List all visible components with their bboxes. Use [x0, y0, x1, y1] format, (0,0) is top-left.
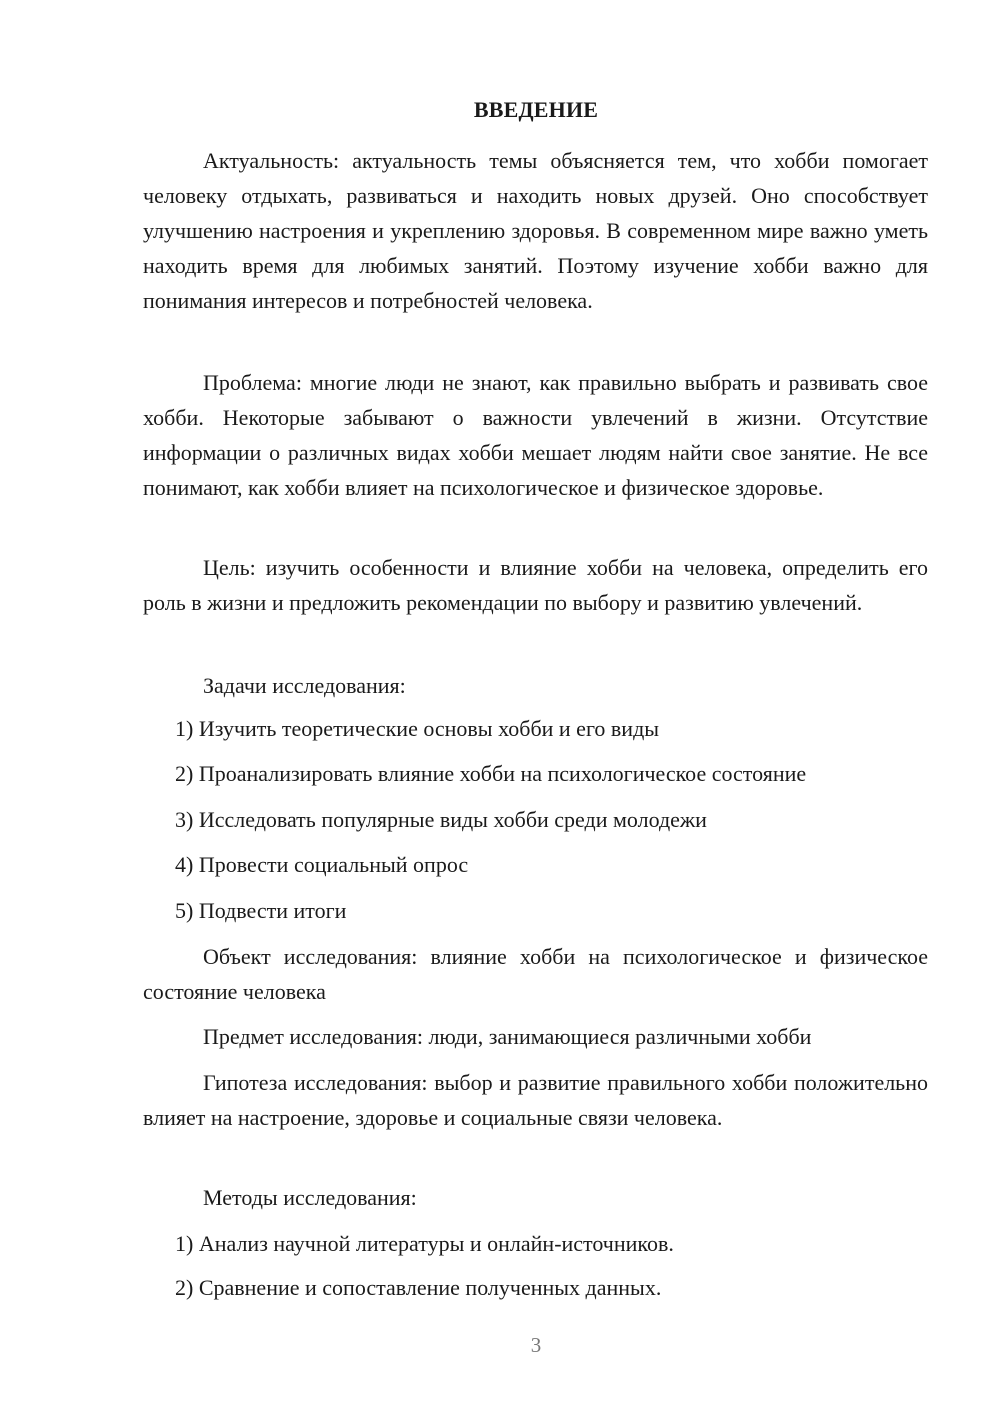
paragraph-problem: Проблема: многие люди не знают, как правильно выбрать и развивать свое хобби. Некоторые забывают о важности увлечений в жизни. Отсутствие информации о различных видах хобби мешает людям найти свое занятие. Не все понимают, как хобби влияет на психологическое и физическое здоровье. [143, 370, 928, 500]
paragraph-relevance: Актуальность: актуальность темы объясняется тем, что хобби помогает человеку отдыхать, развиваться и находить новых друзей. Оно способствует улучшению настроения и укреплению здоровья. В современном мире важно уметь находить время для любимых занятий. Поэтому изучение хобби важно для понимания интересов и потребностей человека. [143, 148, 928, 313]
methods-heading: Методы исследования: [203, 1185, 417, 1210]
task-item: 2) Проанализировать влияние хобби на психологическое состояние [175, 761, 807, 786]
method-item: 2) Сравнение и сопоставление полученных данных. [175, 1275, 662, 1300]
method-item: 1) Анализ научной литературы и онлайн-источников. [175, 1231, 674, 1256]
paragraph-subject: Предмет исследования: люди, занимающиеся различными хобби [203, 1024, 812, 1049]
task-item: 5) Подвести итоги [175, 898, 347, 923]
page-title: ВВЕДЕНИЕ [473, 97, 599, 122]
task-item: 4) Провести социальный опрос [175, 852, 469, 877]
page-number: 3 [530, 1333, 542, 1357]
paragraph-hypothesis: Гипотеза исследования: выбор и развитие правильного хобби положительно влияет на настроение, здоровье и социальные связи человека. [143, 1070, 928, 1130]
task-item: 1) Изучить теоретические основы хобби и его виды [175, 716, 660, 741]
paragraph-object: Объект исследования: влияние хобби на психологическое и физическое состояние человека [143, 944, 928, 1004]
paragraph-goal: Цель: изучить особенности и влияние хобби на человека, определить его роль в жизни и предложить рекомендации по выбору и развитию увлечений. [143, 555, 928, 615]
task-item: 3) Исследовать популярные виды хобби среди молодежи [175, 807, 707, 832]
tasks-heading: Задачи исследования: [203, 673, 406, 698]
